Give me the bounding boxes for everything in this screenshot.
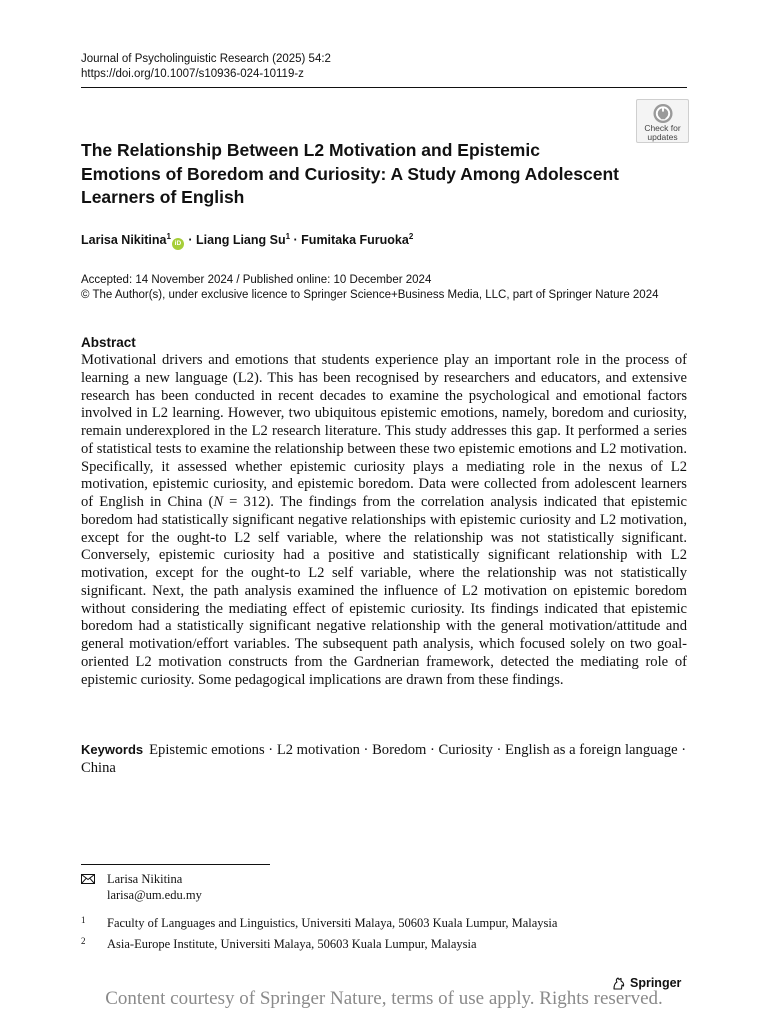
- keywords-label: Keywords: [81, 742, 144, 757]
- article-title: The Relationship Between L2 Motivation and Epistemic Emotions of Boredom and Curiosity: A Study Among Adolescent Learners of English: [81, 140, 619, 207]
- abstract-text-part-1: Motivational drivers and emotions that students experience play an important role in the process of learning a new language (L2). This has been recognised by researchers and educators, and extensive research has been conducted in recent decades to examine the psychological and emotional factors involved in L2 learning. However, two ubiquitous epistemic emotions, namely, boredom and curiosity, remain underexplored in the L2 research literature. This study addresses this gap. It performed a series of statistical tests to examine the relationship between these two epistemic emotions and L2 motivation. Specifically, it assessed whether epistemic curiosity plays a mediating role in the nexus of L2 motivation, epistemic curiosity, and epistemic boredom. Data were collected from adolescent learners of English in China (: [81, 352, 687, 510]
- courtesy-watermark: Content courtesy of Springer Nature, terms of use apply. Rights reserved.: [105, 988, 663, 1009]
- corresponding-author-email[interactable]: larisa@um.edu.my: [107, 887, 202, 902]
- abstract-text: [81, 352, 687, 689]
- author-affiliation-mark: 2: [408, 231, 414, 241]
- journal-meta: [81, 52, 331, 82]
- publisher-name: Springer: [630, 976, 682, 990]
- author-affiliation-mark: 1: [285, 231, 291, 241]
- header-rule: [81, 87, 687, 88]
- copyright-line: © The Author(s), under exclusive licence to Springer Science+Business Media, LLC, part of Springer Nature 2024: [81, 289, 659, 301]
- sample-size-symbol: N: [213, 494, 224, 510]
- publication-dates: [81, 273, 659, 303]
- affiliation-text: Faculty of Languages and Linguistics, Universiti Malaya, 50603 Kuala Lumpur, Malaysia: [107, 916, 558, 930]
- abstract-text-part-2: ). The findings from the correlation analysis indicated that epistemic boredom had statistically significant negative relationships with epistemic curiosity and L2 motivation, except for the ought-to L2 self variable, where the relationship was not statistically significant. Conversely, epistemic curiosity had a positive and statistically significant relationship with L2 motivation, except for the ought-to L2 self variable, where the relationship was not statistically significant. Next, the path analysis examined the influence of L2 motivation on epistemic boredom without considering the mediating effect of epistemic curiosity. Its findings indicated that epistemic boredom had a statistically significant negative relationship with the general motivation/attitude and general motivation/effort variables. The subsequent path analysis, which focused solely on two goal-oriented L2 motivation constructs from the Gardnerian framework, detected the mediating role of epistemic curiosity. Some pedagogical implications are drawn from these findings.: [81, 494, 687, 688]
- abstract-heading: Abstract: [81, 335, 136, 350]
- accepted-published-dates: Accepted: 14 November 2024 / Published online: 10 December 2024: [81, 274, 432, 286]
- keywords: [81, 741, 687, 777]
- journal-citation: Journal of Psycholinguistic Research (2025) 54:2: [81, 53, 331, 65]
- author-list: [81, 232, 413, 250]
- check-for-updates-icon: [652, 103, 674, 124]
- orcid-icon[interactable]: iD: [172, 238, 184, 250]
- keywords-list: Epistemic emotions · L2 motivation · Boredom · Curiosity · English as a foreign language · China: [81, 742, 687, 776]
- doi-link[interactable]: https://doi.org/10.1007/s10936-024-10119-z: [81, 68, 304, 80]
- correspondence-text: [107, 872, 202, 903]
- envelope-icon: [81, 874, 95, 884]
- author-name[interactable]: Liang Liang Su: [196, 233, 286, 247]
- affiliation-text: Asia-Europe Institute, Universiti Malaya, 50603 Kuala Lumpur, Malaysia: [107, 937, 477, 951]
- author-separator: ·: [184, 233, 197, 247]
- affiliation-number: 1: [81, 915, 86, 925]
- check-for-updates-label-1: Check for: [644, 123, 681, 133]
- sample-size-value: = 312: [223, 494, 266, 510]
- check-for-updates-label-2: updates: [647, 132, 678, 142]
- corresponding-author-name: Larisa Nikitina: [107, 872, 183, 886]
- footnote-rule: [81, 864, 270, 865]
- check-for-updates-badge[interactable]: [636, 99, 689, 143]
- affiliation-number: 2: [81, 936, 86, 946]
- author-name[interactable]: Larisa Nikitina: [81, 233, 167, 247]
- author-name[interactable]: Fumitaka Furuoka: [301, 233, 409, 247]
- author-separator: ·: [290, 233, 302, 247]
- author-affiliation-mark: 1: [166, 231, 171, 241]
